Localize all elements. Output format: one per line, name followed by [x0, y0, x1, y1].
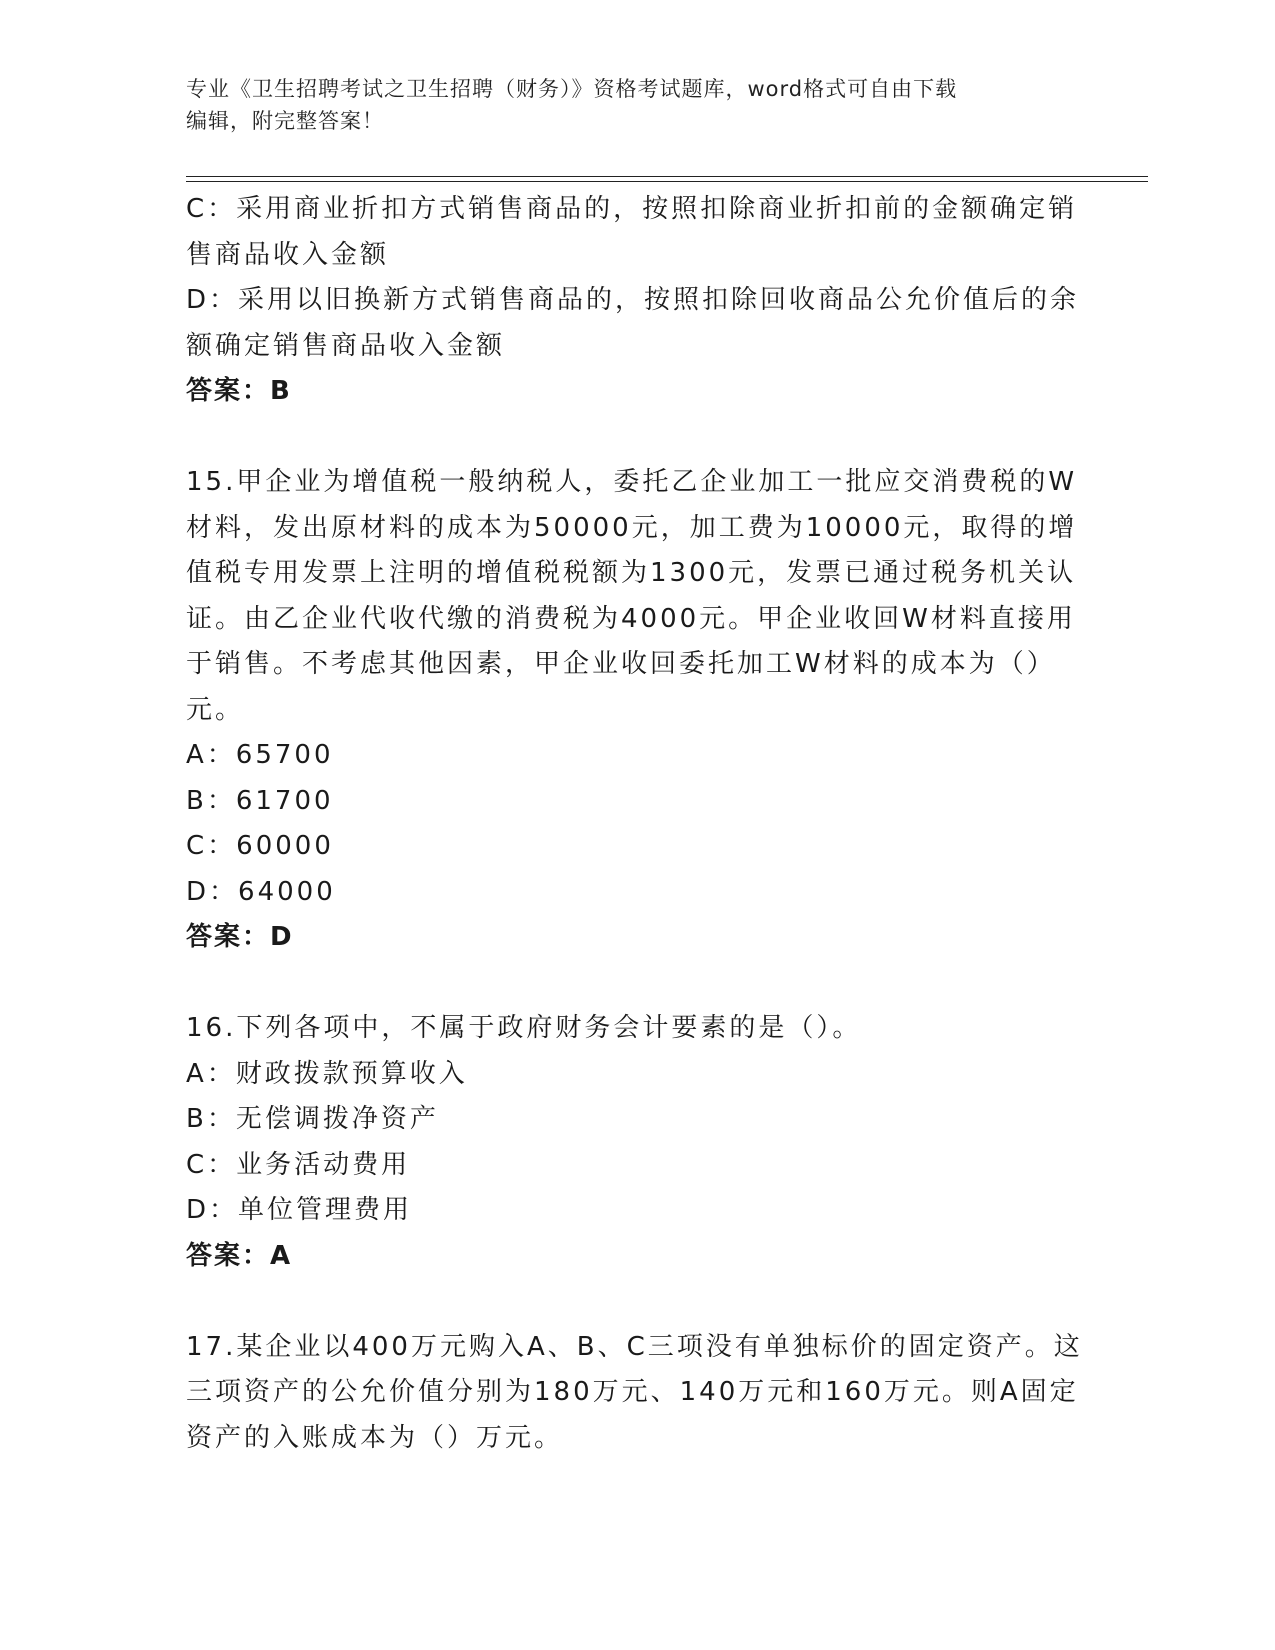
- q16-option-d: D：单位管理费用: [186, 1195, 413, 1225]
- spacer: [186, 415, 1086, 461]
- q14-option-c-line-2: 售商品收入金额: [186, 239, 390, 270]
- q16-option-b: B：无偿调拨净资产: [186, 1104, 439, 1134]
- q17-stem-line: 资产的入账成本为（）万元。: [186, 1422, 564, 1453]
- header-divider-bottom: [186, 181, 1148, 182]
- header-divider-top: [186, 176, 1148, 177]
- q16-option-a: A：财政拨款预算收入: [186, 1058, 468, 1089]
- q15-option-c: C：60000: [186, 831, 334, 861]
- q16-stem: 16.下列各项中，不属于政府财务会计要素的是（）。: [186, 1013, 862, 1043]
- spacer: [186, 961, 1086, 1007]
- q15-option-d: D：64000: [186, 876, 336, 907]
- q17-stem-line: 17.某企业以400万元购入A、B、C三项没有单独标价的固定资产。这: [186, 1331, 1083, 1362]
- q14-option-d-line-1: D：采用以旧换新方式销售商品的，按照扣除回收商品公允价值后的余: [186, 285, 1080, 315]
- question-16: [186, 1006, 1086, 1279]
- header-title-line-1: 专业《卫生招聘考试之卫生招聘（财务）》资格考试题库，word格式可自由下载: [186, 77, 958, 101]
- q15-option-a: A：65700: [186, 740, 334, 770]
- q15-stem-line: 证。由乙企业代收代缴的消费税为4000元。甲企业收回W材料直接用: [186, 603, 1076, 634]
- q15-stem-line: 15.甲企业为增值税一般纳税人，委托乙企业加工一批应交消费税的W: [186, 467, 1078, 497]
- q16-answer: 答案：A: [186, 1240, 293, 1271]
- q14-option-d-line-2: 额确定销售商品收入金额: [186, 330, 506, 361]
- question-content: [186, 187, 1086, 1461]
- q15-stem-line: 元。: [186, 694, 245, 725]
- q15-stem-line: 值税专用发票上注明的增值税税额为1300元，发票已通过税务机关认: [186, 558, 1077, 588]
- question-17: [186, 1325, 1086, 1462]
- question-15: [186, 460, 1086, 961]
- question-14-tail: [186, 187, 1086, 415]
- header-title-line-2: 编辑，附完整答案！: [186, 109, 384, 133]
- q15-stem-line: 材料，发出原材料的成本为50000元，加工费为10000元，取得的增: [186, 512, 1078, 543]
- q15-stem-line: 于销售。不考虑其他因素，甲企业收回委托加工W材料的成本为（）: [186, 649, 1056, 679]
- spacer: [186, 1279, 1086, 1325]
- q14-answer: 答案：B: [186, 376, 292, 406]
- q17-stem-line: 三项资产的公允价值分别为180万元、140万元和160万元。则A固定: [186, 1377, 1079, 1407]
- q16-option-c: C：业务活动费用: [186, 1149, 411, 1180]
- page-header: [186, 73, 1066, 137]
- q15-option-b: B：61700: [186, 785, 334, 816]
- q14-option-c-line-1: C：采用商业折扣方式销售商品的，按照扣除商业折扣前的金额确定销: [186, 194, 1078, 224]
- q15-answer: 答案：D: [186, 922, 294, 952]
